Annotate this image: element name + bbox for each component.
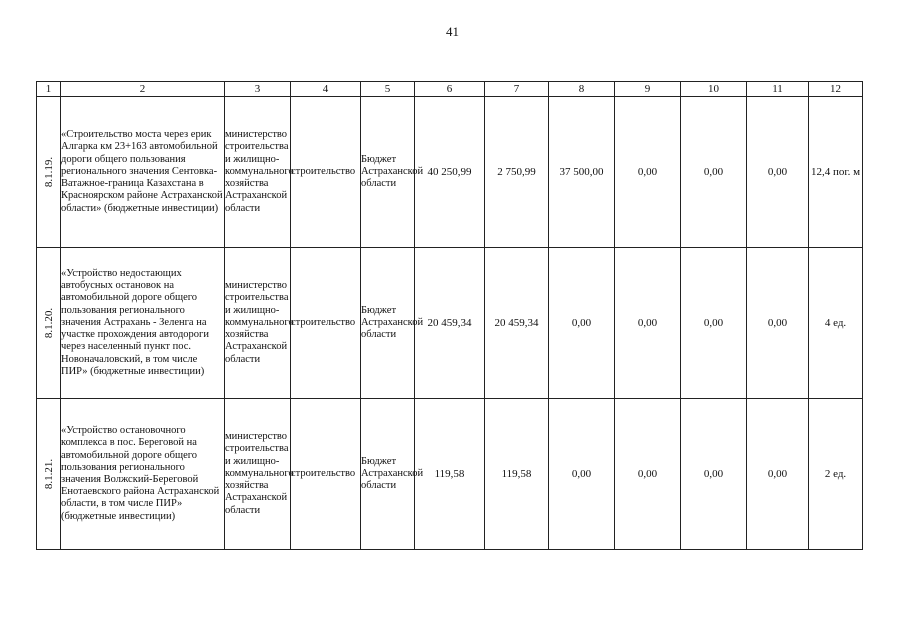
- result-indicator: 12,4 пог. м: [809, 97, 863, 248]
- result-indicator: 4 ед.: [809, 248, 863, 399]
- table-row: [37, 97, 863, 248]
- activity-name: «Строительство моста через ерик Алгарка км 23+163 автомобильной дороги общего пользования регионального значения Сентовка-Ватажное-граница Казахстана в Красноярском районе Астраханской области» (бюджетные инвестиции): [61, 97, 225, 248]
- column-header: 6: [415, 82, 485, 97]
- column-header: 7: [485, 82, 549, 97]
- value-col-9: 0,00: [615, 399, 681, 550]
- activity-type: строительство: [291, 399, 361, 550]
- program-table: [36, 81, 863, 550]
- value-col-10: 0,00: [681, 248, 747, 399]
- executor: министерство строительства и жилищно-коммунального хозяйства Астраханской области: [225, 399, 291, 550]
- value-col-9: 0,00: [615, 248, 681, 399]
- column-header: 8: [549, 82, 615, 97]
- value-col-11: 0,00: [747, 97, 809, 248]
- row-number: 8.1.19.: [42, 156, 55, 188]
- column-header: 2: [61, 82, 225, 97]
- funding-source: Бюджет Астраханской области: [361, 399, 415, 550]
- activity-name: «Устройство недостающих автобусных остановок на автомобильной дороге общего пользования регионального значения Астрахань - Зеленга на участке прохождения автодороги через населенный пункт пос. Новоначаловский, в том числе ПИР» (бюджетные инвестиции): [61, 248, 225, 399]
- column-header: 5: [361, 82, 415, 97]
- value-col-8: 0,00: [549, 248, 615, 399]
- funding-source: Бюджет Астраханской области: [361, 248, 415, 399]
- row-number: 8.1.20.: [42, 307, 55, 339]
- row-number-cell: [37, 248, 61, 399]
- column-header: 1: [37, 82, 61, 97]
- executor: министерство строительства и жилищно-коммунального хозяйства Астраханской области: [225, 97, 291, 248]
- value-col-9: 0,00: [615, 97, 681, 248]
- column-header: 10: [681, 82, 747, 97]
- value-col-7: 119,58: [485, 399, 549, 550]
- column-header: 3: [225, 82, 291, 97]
- row-number-cell: [37, 97, 61, 248]
- value-col-11: 0,00: [747, 248, 809, 399]
- row-number: 8.1.21.: [42, 458, 55, 490]
- result-indicator: 2 ед.: [809, 399, 863, 550]
- activity-type: строительство: [291, 97, 361, 248]
- value-col-10: 0,00: [681, 97, 747, 248]
- executor: министерство строительства и жилищно-коммунального хозяйства Астраханской области: [225, 248, 291, 399]
- column-header: 4: [291, 82, 361, 97]
- funding-source: Бюджет Астраханской области: [361, 97, 415, 248]
- value-col-8: 0,00: [549, 399, 615, 550]
- activity-name: «Устройство остановочного комплекса в пос. Береговой на автомобильной дороге общего пользования регионального значения Волжский-Береговой Енотаевского района Астраханской области, в том числе ПИР» (бюджетные инвестиции): [61, 399, 225, 550]
- value-col-7: 20 459,34: [485, 248, 549, 399]
- value-col-6: 40 250,99: [415, 97, 485, 248]
- table-row: [37, 248, 863, 399]
- column-header: 11: [747, 82, 809, 97]
- header-row: [37, 82, 863, 97]
- column-header: 12: [809, 82, 863, 97]
- value-col-6: 20 459,34: [415, 248, 485, 399]
- value-col-10: 0,00: [681, 399, 747, 550]
- value-col-7: 2 750,99: [485, 97, 549, 248]
- column-header: 9: [615, 82, 681, 97]
- row-number-cell: [37, 399, 61, 550]
- value-col-8: 37 500,00: [549, 97, 615, 248]
- page-number: 41: [446, 24, 459, 39]
- table-row: [37, 399, 863, 550]
- value-col-11: 0,00: [747, 399, 809, 550]
- activity-type: строительство: [291, 248, 361, 399]
- value-col-6: 119,58: [415, 399, 485, 550]
